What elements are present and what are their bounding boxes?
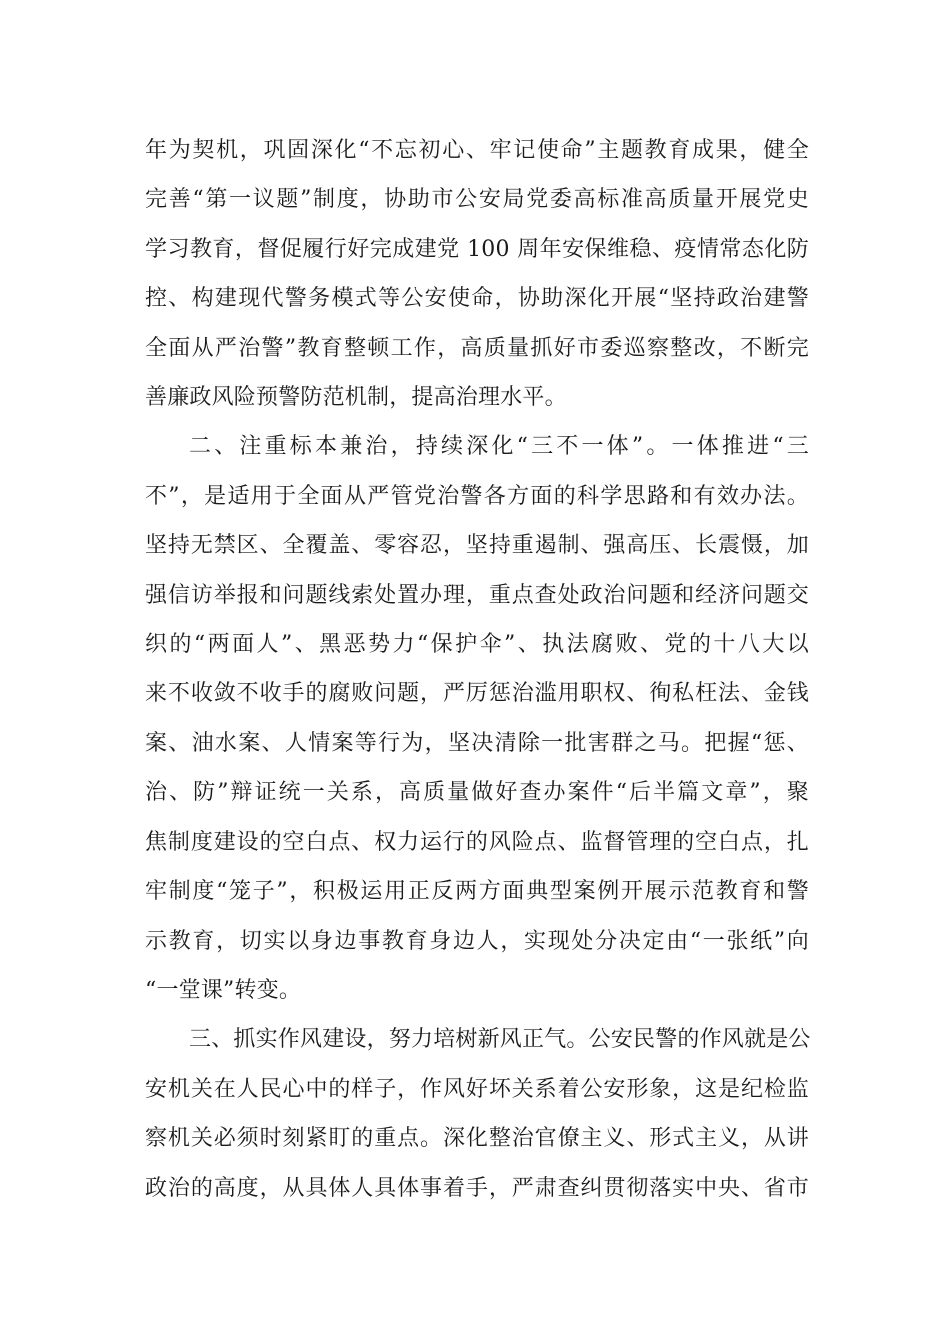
text-line: 察机关必须时刻紧盯的重点。深化整治官僚主义、形式主义，从讲 [145,1126,809,1152]
text-line: “一堂课”转变。 [145,977,302,1003]
text-line: 善廉政风险预警防范机制，提高治理水平。 [145,385,567,411]
text-line: 完善“第一议题”制度，协助市公安局党委高标准高质量开展党史 [145,187,809,213]
text-line: 治、防”辩证统一关系，高质量做好查办案件“后半篇文章”，聚 [145,780,809,806]
text-line: 年为契机，巩固深化“不忘初心、牢记使命”主题教育成果，健全 [145,138,809,163]
text-line: 织的“两面人”、黑恶势力“保护伞”、执法腐败、党的十八大以 [145,632,809,658]
document-page [145,126,809,1213]
text-line: 牢制度“笼子”，积极运用正反两方面典型案例开展示范教育和警 [145,879,809,905]
text-line: 强信访举报和问题线索处置办理，重点查处政治问题和经济问题交 [145,582,809,608]
text-line: 学习教育，督促履行好完成建党 100 周年安保维稳、疫情常态化防 [145,236,809,262]
text-line: 三、抓实作风建设，努力培树新风正气。公安民警的作风就是公 [189,1027,811,1053]
text-line: 二、注重标本兼治，持续深化“三不一体”。一体推进“三 [189,434,809,460]
paragraph-1 [145,126,809,422]
text-line: 全面从严治警”教育整顿工作，高质量抓好市委巡察整改，不断完 [145,335,809,361]
text-line: 焦制度建设的空白点、权力运行的风险点、监督管理的空白点，扎 [145,829,809,855]
text-line: 来不收敛不收手的腐败问题，严厉惩治滥用职权、徇私枉法、金钱 [145,681,809,707]
text-line: 控、构建现代警务模式等公安使命，协助深化开展“坚持政治建警 [145,286,809,312]
text-line: 安机关在人民心中的样子，作风好坏关系着公安形象，这是纪检监 [145,1076,809,1102]
paragraph-2 [145,422,809,1015]
text-line: 案、油水案、人情案等行为，坚决清除一批害群之马。把握“惩、 [145,730,809,756]
text-line: 不”，是适用于全面从严管党治警各方面的科学思路和有效办法。 [145,483,809,509]
text-line: 政治的高度，从具体人具体事着手，严肃查纠贯彻落实中央、省市 [145,1175,809,1201]
text-line: 坚持无禁区、全覆盖、零容忍，坚持重遏制、强高压、长震慑，加 [145,533,809,559]
paragraph-3 [145,1015,809,1213]
text-line: 示教育，切实以身边事教育身边人，实现处分决定由“一张纸”向 [145,928,809,954]
